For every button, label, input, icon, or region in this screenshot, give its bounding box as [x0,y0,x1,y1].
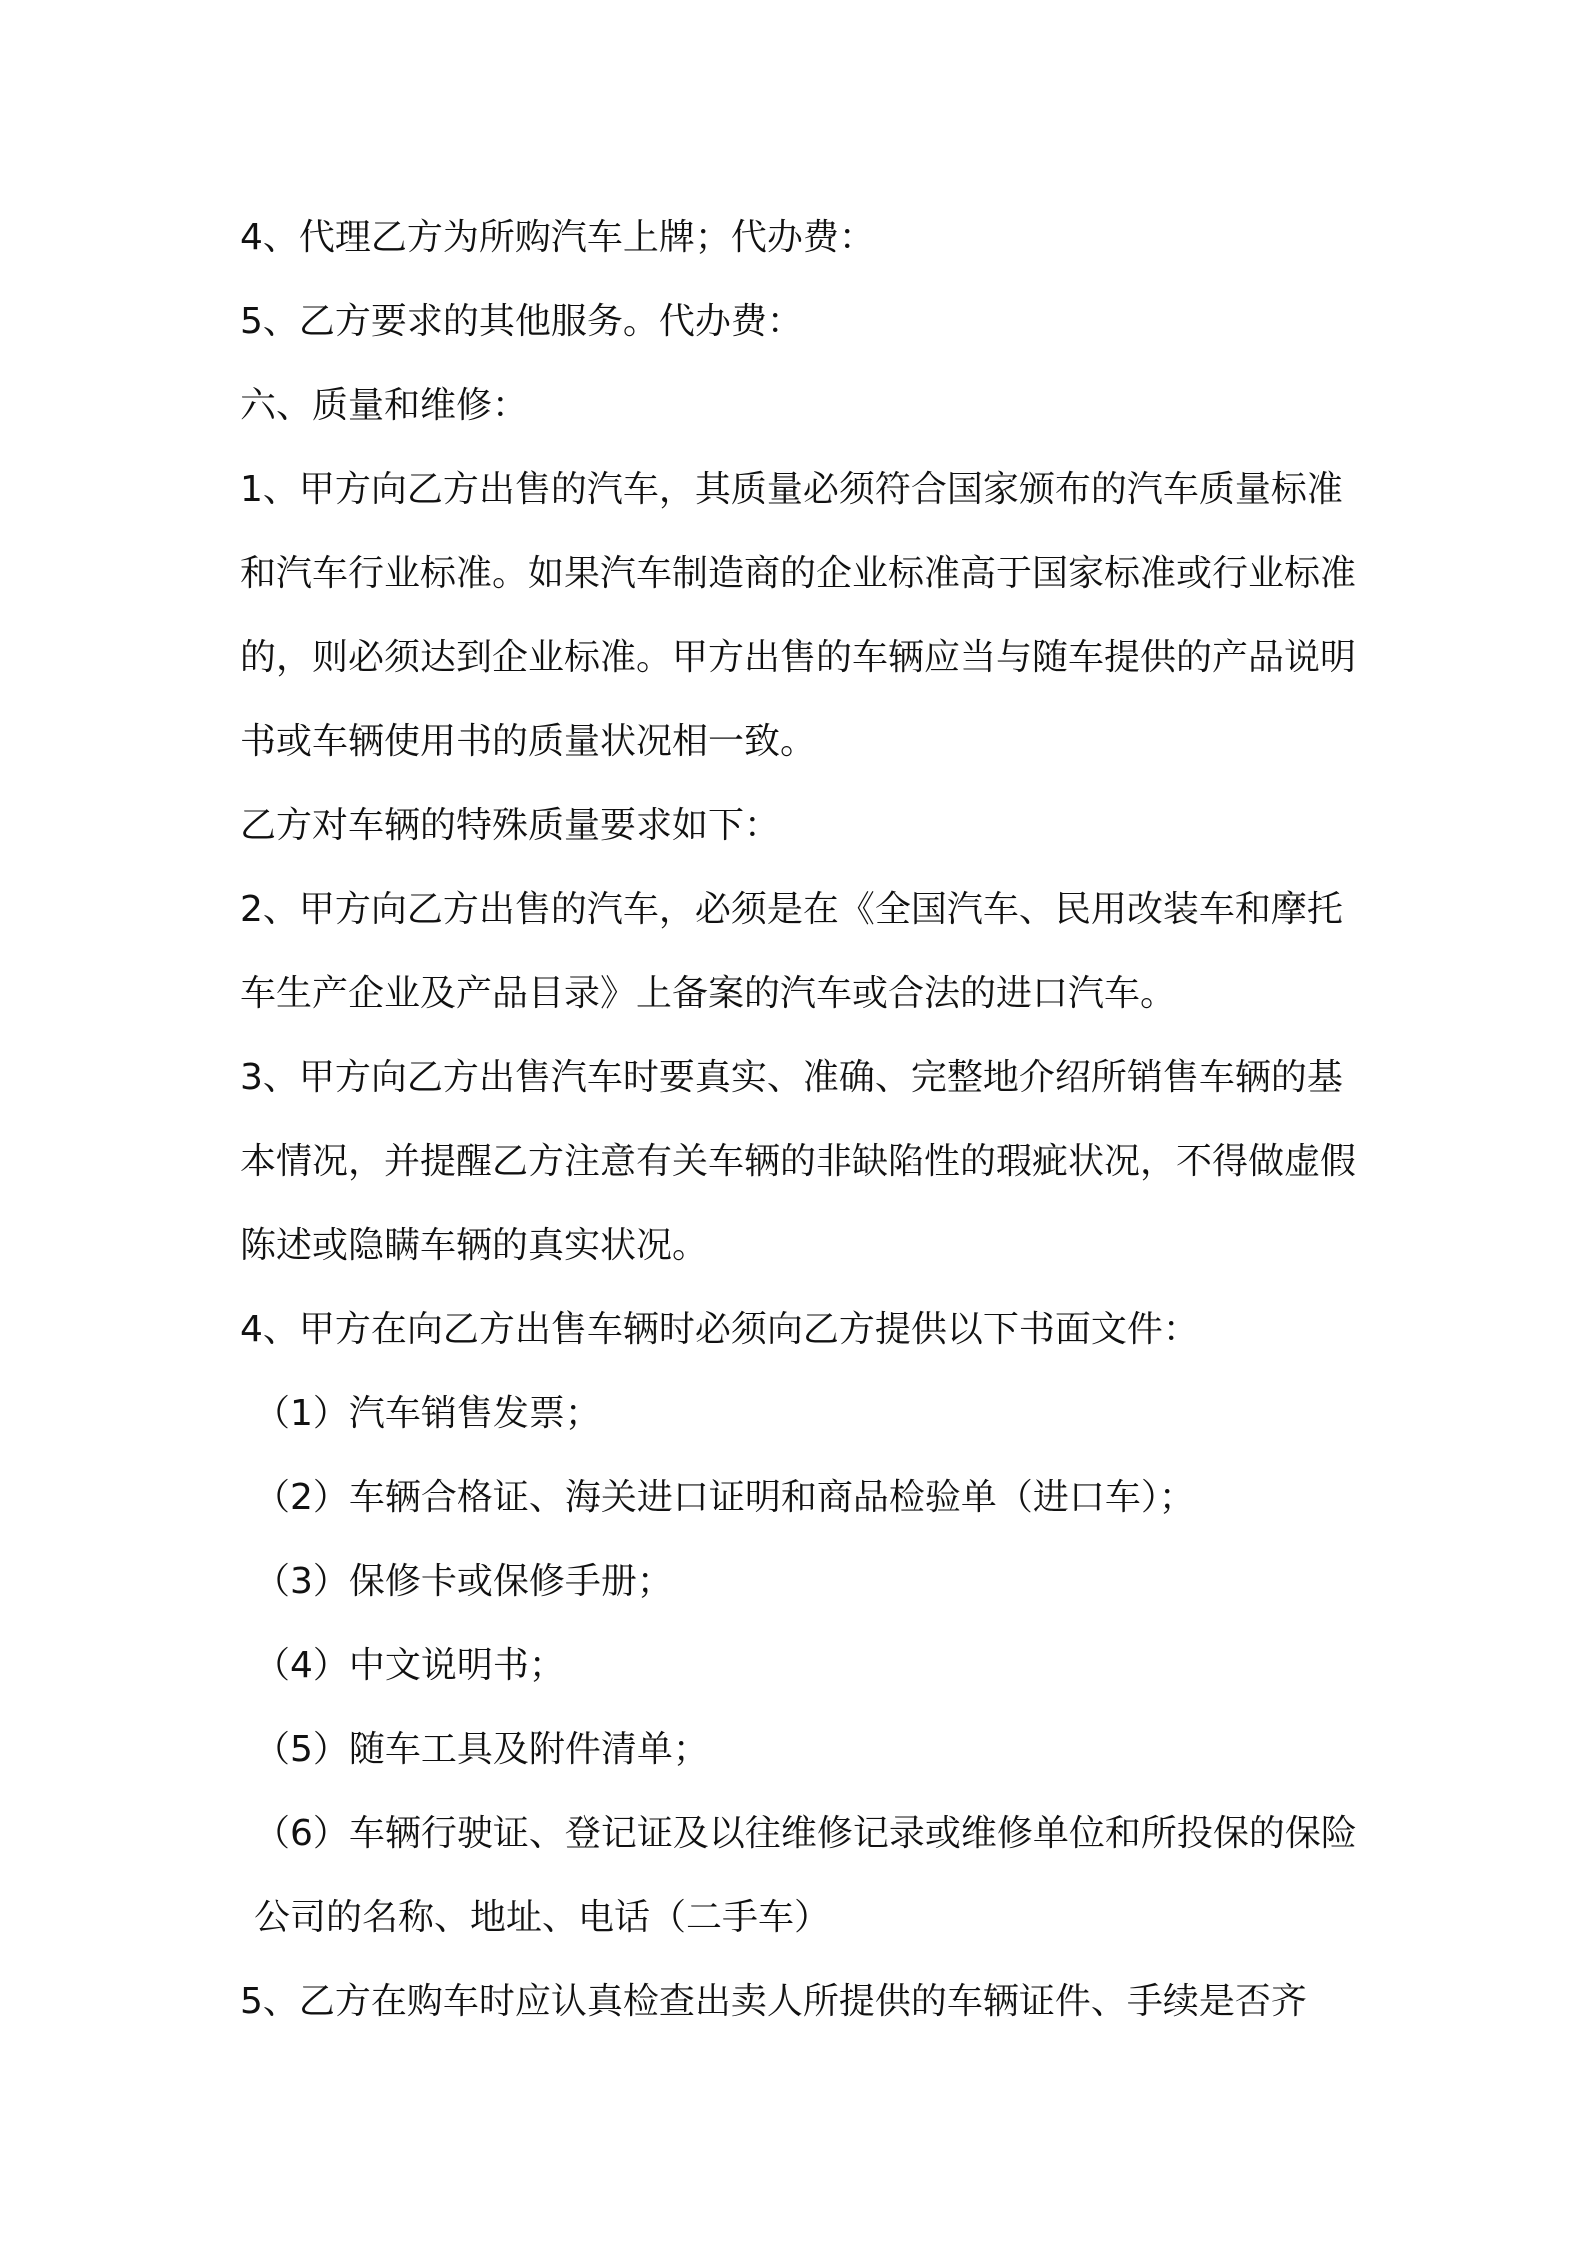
paragraph-quality-3: 3、甲方向乙方出售汽车时要真实、准确、完整地介绍所销售车辆的基本情况，并提醒乙方注意有关车辆的非缺陷性的瑕疵状况，不得做虚假陈述或隐瞒车辆的真实状况。 [240,1057,1357,1266]
paragraph-quality-2: 2、甲方向乙方出售的汽车，必须是在《全国汽车、民用改装车和摩托车生产企业及产品目录》上备案的汽车或合法的进口汽车。 [240,889,1343,1014]
list-item-doc-5: （5）随车工具及附件清单； [254,1729,709,1770]
section-heading-quality: 六、质量和维修： [240,385,529,426]
document-body [240,196,1360,2044]
list-item-doc-4: （4）中文说明书； [254,1645,565,1686]
paragraph-service-4: 4、代理乙方为所购汽车上牌；代办费： [240,217,875,258]
paragraph-quality-5: 5、乙方在购车时应认真检查出卖人所提供的车辆证件、手续是否齐 [240,1981,1307,2022]
list-item-doc-3: （3）保修卡或保修手册； [254,1561,673,1602]
list-item-doc-2: （2）车辆合格证、海关进口证明和商品检验单（进口车）； [254,1477,1195,1518]
list-item-doc-1: （1）汽车销售发票； [254,1393,601,1434]
list-item-doc-6: （6）车辆行驶证、登记证及以往维修记录或维修单位和所投保的保险公司的名称、地址、电话（二手车） [254,1813,1357,1938]
paragraph-service-5: 5、乙方要求的其他服务。代办费： [240,301,803,342]
paragraph-special-requirements: 乙方对车辆的特殊质量要求如下： [240,805,781,846]
paragraph-quality-4: 4、甲方在向乙方出售车辆时必须向乙方提供以下书面文件： [240,1309,1199,1350]
paragraph-quality-1: 1、甲方向乙方出售的汽车，其质量必须符合国家颁布的汽车质量标准和汽车行业标准。如果汽车制造商的企业标准高于国家标准或行业标准的，则必须达到企业标准。甲方出售的车辆应当与随车提供的产品说明书或车辆使用书的质量状况相一致。 [240,469,1357,762]
